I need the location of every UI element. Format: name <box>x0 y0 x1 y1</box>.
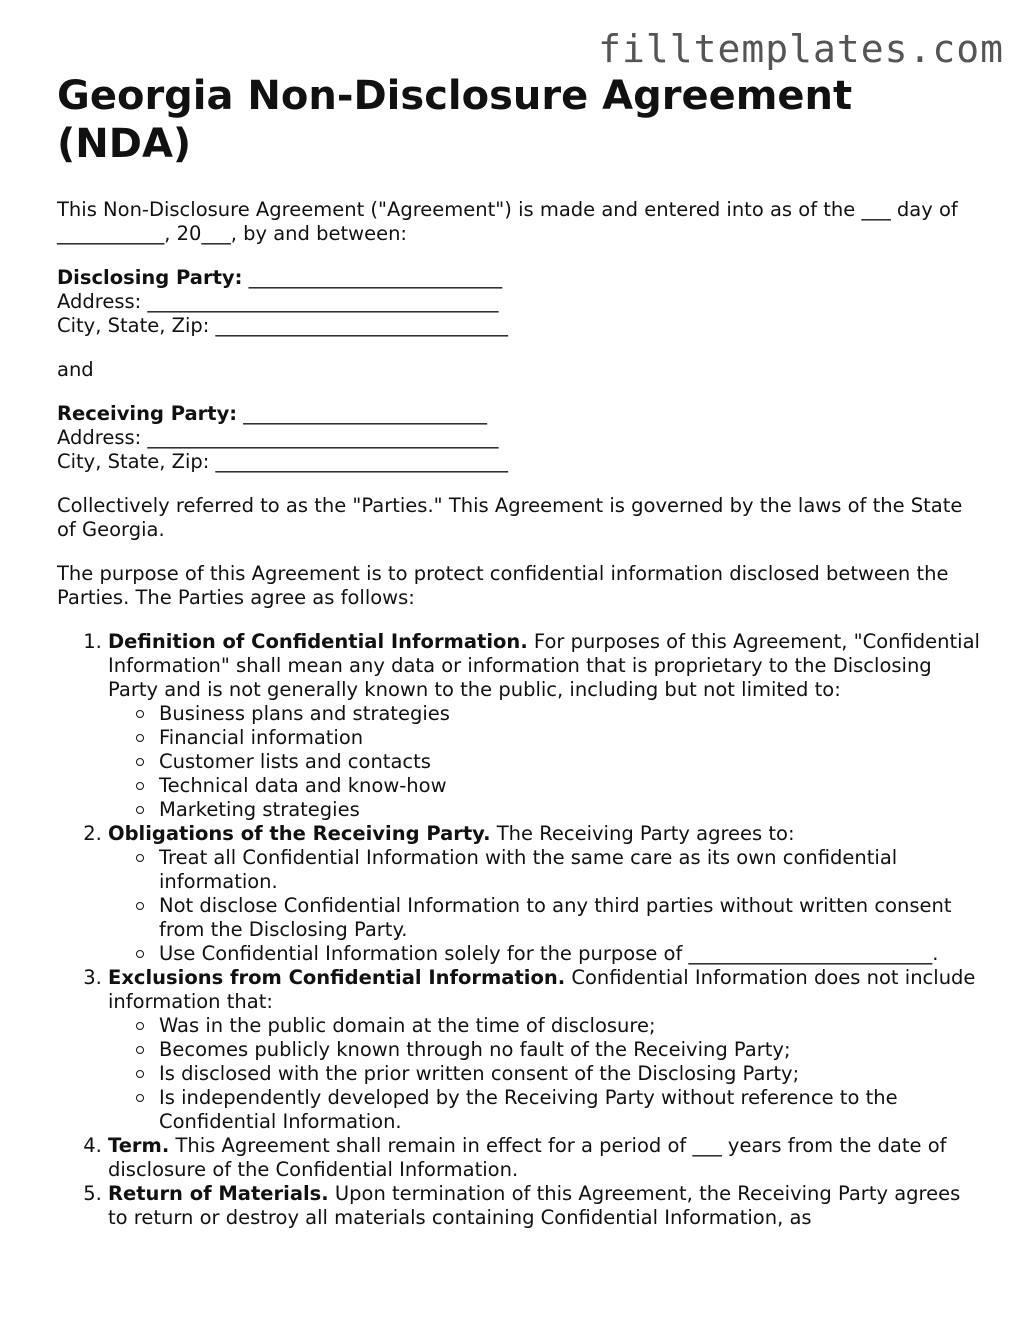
list-item: Is independently developed by the Receiving Party without reference to the Confidential Information. <box>159 1086 982 1134</box>
section-heading: Exclusions from Confidential Information. <box>108 966 566 989</box>
section-text: This Agreement shall remain in effect for a period of ___ years from the date of disclosure of the Confidential Information. <box>108 1134 947 1181</box>
disclosing-party-block <box>57 266 982 338</box>
receiving-party-address: Address: ____________________________________ <box>57 426 499 449</box>
and-text: and <box>57 358 94 381</box>
section-item <box>108 1134 982 1182</box>
receiving-party-label: Receiving Party: <box>57 402 238 425</box>
receiving-party-city: City, State, Zip: ______________________________ <box>57 450 509 473</box>
section-heading: Return of Materials. <box>108 1182 329 1205</box>
disclosing-party-address: Address: ____________________________________ <box>57 290 499 313</box>
list-item: Customer lists and contacts <box>159 750 982 774</box>
intro-paragraph: This Non-Disclosure Agreement ("Agreement") is made and entered into as of the ___ day of ___________, 20___, by and between: <box>57 198 958 245</box>
purpose-paragraph: The purpose of this Agreement is to protect confidential information disclosed between the Parties. The Parties agree as follows: <box>57 562 949 609</box>
section-item <box>108 630 982 822</box>
section-text: Upon termination of this Agreement, the Receiving Party agrees to return or destroy all materials containing Confidential Information, as <box>108 1182 961 1229</box>
disclosing-party-city: City, State, Zip: ______________________________ <box>57 314 509 337</box>
receiving-party-line <box>57 402 982 426</box>
list-item: Becomes publicly known through no fault of the Receiving Party; <box>159 1038 982 1062</box>
section-text: The Receiving Party agrees to: <box>490 822 795 845</box>
list-item: Marketing strategies <box>159 798 982 822</box>
list-item: Financial information <box>159 726 982 750</box>
section-sublist <box>108 1014 982 1134</box>
section-item <box>108 1182 982 1230</box>
list-item: Technical data and know-how <box>159 774 982 798</box>
document-page <box>57 72 982 1230</box>
section-heading: Obligations of the Receiving Party. <box>108 822 491 845</box>
receiving-party-name-blank: _________________________ <box>237 402 488 425</box>
sections-list <box>57 630 982 1230</box>
list-item: Is disclosed with the prior written consent of the Disclosing Party; <box>159 1062 982 1086</box>
section-heading: Term. <box>108 1134 170 1157</box>
disclosing-party-label: Disclosing Party: <box>57 266 243 289</box>
section-text: For purposes of this Agreement, "Confidential Information" shall mean any data or information that is proprietary to the Disclosing Party and is not generally known to the public, including but not limited to: <box>108 630 980 701</box>
document-title: Georgia Non-Disclosure Agreement (NDA) <box>57 73 853 167</box>
list-item: Use Confidential Information solely for the purpose of _________________________. <box>159 942 982 966</box>
watermark: filltemplates.com <box>598 27 1004 71</box>
section-sublist <box>108 702 982 822</box>
section-item <box>108 822 982 966</box>
disclosing-party-name-blank: __________________________ <box>242 266 503 289</box>
section-sublist <box>108 846 982 966</box>
disclosing-party-line <box>57 266 982 290</box>
list-item: Treat all Confidential Information with the same care as its own confidential information. <box>159 846 982 894</box>
section-heading: Definition of Confidential Information. <box>108 630 528 653</box>
section-text: Confidential Information does not include information that: <box>108 966 976 1013</box>
list-item: Not disclose Confidential Information to any third parties without written consent from the Disclosing Party. <box>159 894 982 942</box>
list-item: Was in the public domain at the time of disclosure; <box>159 1014 982 1038</box>
section-item <box>108 966 982 1134</box>
list-item: Business plans and strategies <box>159 702 982 726</box>
receiving-party-block <box>57 402 982 474</box>
collectively-paragraph: Collectively referred to as the "Parties." This Agreement is governed by the laws of the State of Georgia. <box>57 494 963 541</box>
